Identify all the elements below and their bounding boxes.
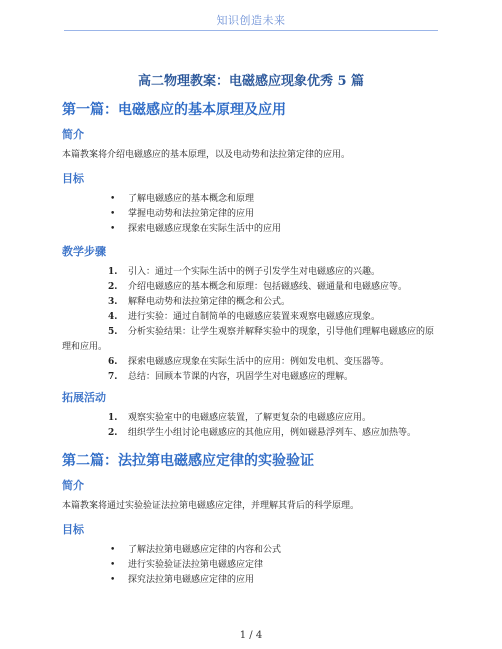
part1-steps-heading: 教学步骤 — [62, 245, 106, 258]
part1-intro-heading: 简介 — [62, 128, 84, 141]
list-item — [62, 295, 440, 310]
part2-intro-heading: 简介 — [62, 479, 84, 492]
step-number: 1. — [108, 267, 118, 277]
list-item — [62, 355, 440, 370]
goal-text: 探究法拉第电磁感应定律的应用 — [128, 575, 255, 585]
bullet-icon: • — [110, 545, 116, 555]
list-item — [62, 411, 440, 426]
list-item — [62, 310, 440, 325]
part1-goals-list — [62, 192, 440, 237]
step-number: 6. — [108, 357, 118, 367]
list-item — [62, 207, 440, 222]
goal-text: 了解电磁感应的基本概念和原理 — [128, 194, 255, 204]
step-number: 4. — [108, 312, 118, 322]
list-item — [62, 370, 440, 385]
bullet-icon: • — [110, 194, 116, 204]
goal-text: 了解法拉第电磁感应定律的内容和公式 — [128, 545, 282, 555]
part2-intro-text: 本篇教案将通过实验验证法拉第电磁感应定律，并理解其背后的科学原理。 — [62, 501, 360, 511]
bullet-icon: • — [110, 209, 116, 219]
page-header: 知识创造未来 — [216, 14, 286, 27]
header-divider — [64, 30, 438, 31]
document-title: 高二物理教案：电磁感应现象优秀 5 篇 — [137, 74, 365, 89]
part1-intro-text: 本篇教案将介绍电磁感应的基本原理，以及电动势和法拉第定律的应用。 — [62, 150, 351, 160]
goal-text: 探索电磁感应现象在实际生活中的应用 — [128, 224, 282, 234]
part2-goals-list — [62, 543, 440, 588]
step-text: 分析实验结果：让学生观察并解释实验中的现象，引导他们理解电磁感应的原理和应用。 — [62, 327, 435, 352]
step-text: 介绍电磁感应的基本概念和原理：包括磁感线、磁通量和电磁感应等。 — [128, 282, 408, 292]
page-number: 1 / 4 — [239, 630, 263, 641]
list-item — [62, 558, 440, 573]
list-item — [62, 325, 440, 355]
step-text: 观察实验室中的电磁感应装置，了解更复杂的电磁感应应用。 — [128, 413, 372, 423]
bullet-icon: • — [110, 575, 116, 585]
step-number: 2. — [108, 282, 118, 292]
step-number: 5. — [108, 327, 118, 337]
list-item — [62, 265, 440, 280]
list-item — [62, 222, 440, 237]
bullet-icon: • — [110, 224, 116, 234]
step-number: 1. — [108, 413, 118, 423]
part1-title: 第一篇：电磁感应的基本原理及应用 — [62, 102, 286, 118]
part1-goals-heading: 目标 — [62, 172, 84, 185]
list-item — [62, 426, 440, 441]
part1-steps-list — [62, 265, 440, 385]
step-text: 进行实验：通过自制简单的电磁感应装置来观察电磁感应现象。 — [128, 312, 381, 322]
part2-title: 第二篇：法拉第电磁感应定律的实验验证 — [62, 453, 314, 469]
step-text: 组织学生小组讨论电磁感应的其他应用，例如磁悬浮列车、感应加热等。 — [128, 428, 417, 438]
step-text: 总结：回顾本节课的内容，巩固学生对电磁感应的理解。 — [128, 372, 354, 382]
part1-extension-heading: 拓展活动 — [62, 391, 106, 404]
step-text: 引入：通过一个实际生活中的例子引发学生对电磁感应的兴趣。 — [128, 267, 381, 277]
goal-text: 进行实验验证法拉第电磁感应定律 — [128, 560, 264, 570]
step-number: 2. — [108, 428, 118, 438]
part1-extension-list — [62, 411, 440, 441]
document-body — [62, 74, 440, 596]
step-text: 探索电磁感应现象在实际生活中的应用：例如发电机、变压器等。 — [128, 357, 390, 367]
bullet-icon: • — [110, 560, 116, 570]
step-number: 3. — [108, 297, 118, 307]
list-item — [62, 543, 440, 558]
list-item — [62, 280, 440, 295]
step-text: 解释电动势和法拉第定律的概念和公式。 — [128, 297, 291, 307]
list-item — [62, 192, 440, 207]
goal-text: 掌握电动势和法拉第定律的应用 — [128, 209, 255, 219]
step-number: 7. — [108, 372, 118, 382]
part2-goals-heading: 目标 — [62, 523, 84, 536]
list-item — [62, 573, 440, 588]
